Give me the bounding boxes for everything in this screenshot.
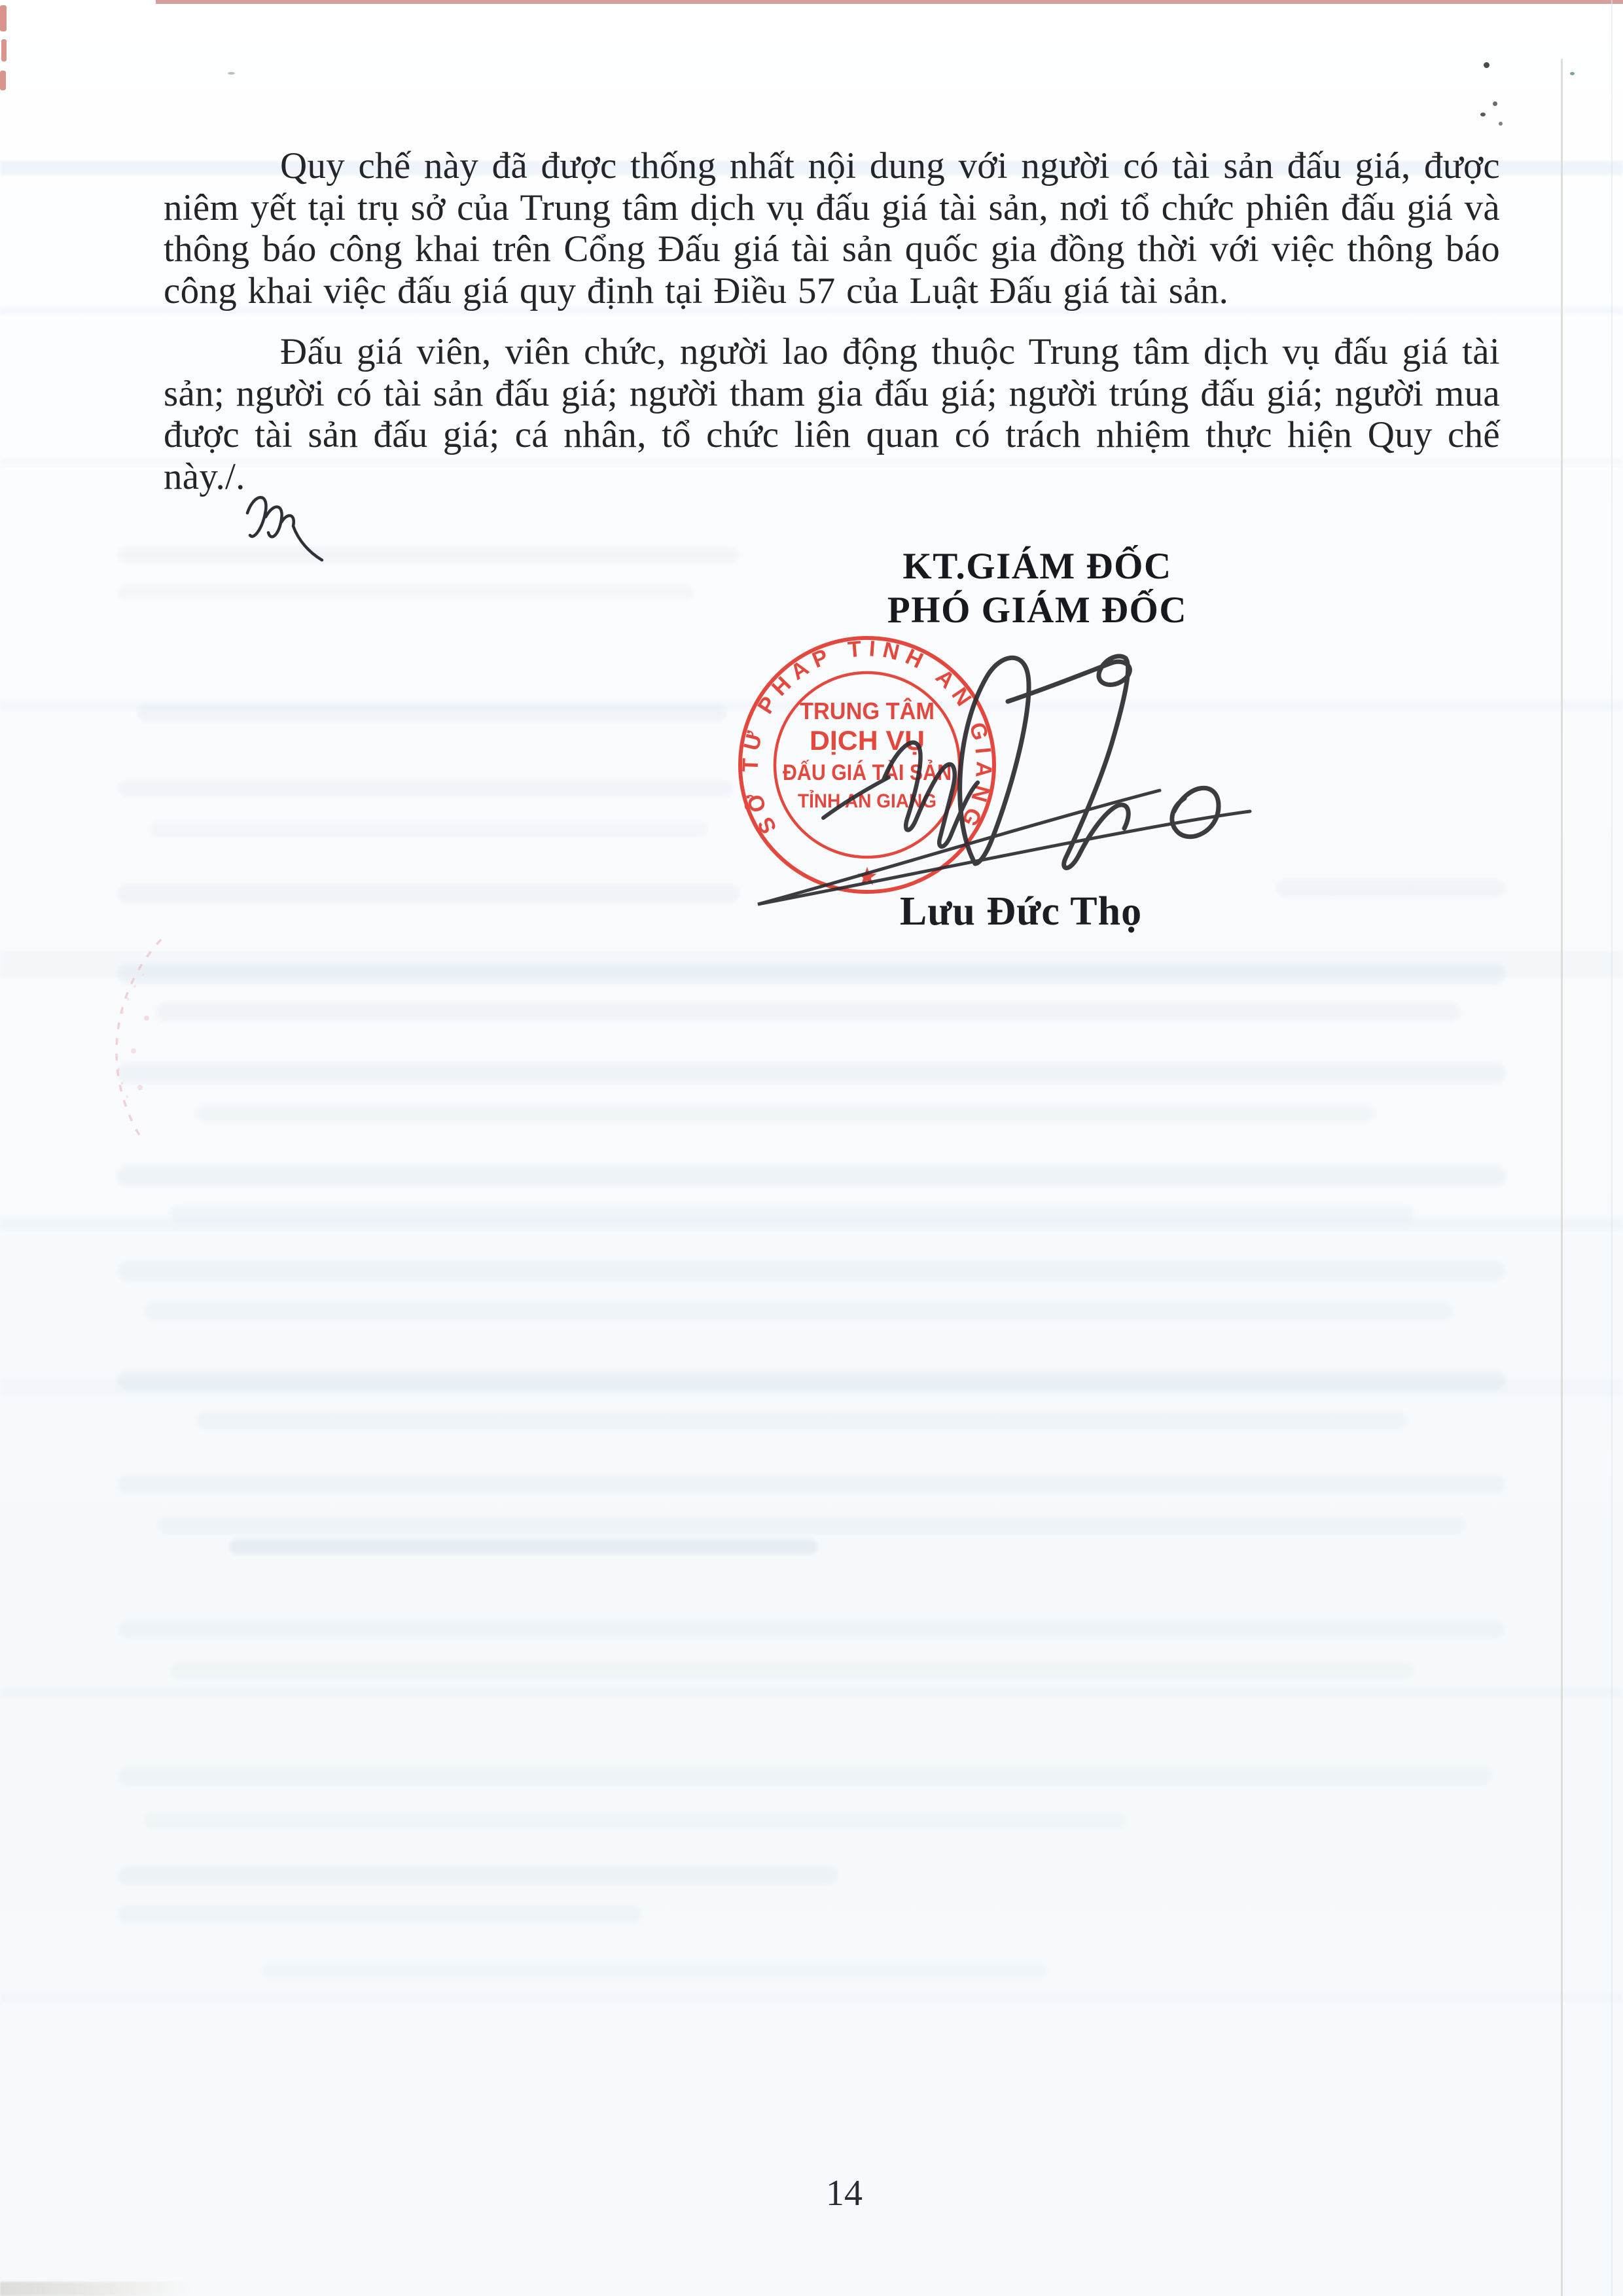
scan-streak-band — [0, 1993, 1623, 2002]
bleed-through-text-line — [144, 1812, 1126, 1829]
bleed-through-text-line — [118, 964, 1505, 983]
signer-role-line: PHÓ GIÁM ĐỐC — [887, 590, 1188, 631]
bleed-through-text-line — [118, 1262, 1505, 1281]
signature-stroke — [960, 658, 1029, 864]
bleed-through-text-line — [118, 1063, 1505, 1083]
bleed-through-text-line — [118, 1866, 838, 1884]
stamp-ring-text: SỞ TƯ PHÁP TỈNH AN GIANG — [738, 636, 997, 838]
bleed-through-text-line — [118, 885, 740, 903]
bleed-through-text-line — [170, 1662, 1414, 1679]
bleed-through-text-line — [137, 705, 726, 722]
stamp-line-2: DỊCH VỤ — [810, 725, 925, 756]
approver-role-line: KT.GIÁM ĐỐC — [902, 546, 1172, 587]
stamp-line-1: TRUNG TÂM — [800, 698, 941, 724]
bleed-through-text-line — [229, 1539, 818, 1555]
bleed-through-text-line — [151, 821, 707, 837]
bleed-through-text-line — [118, 1619, 1505, 1638]
bleed-through-text-line — [157, 1517, 1466, 1534]
stamp-star-icon: ★ — [857, 864, 878, 889]
bleed-through-text-line — [118, 546, 740, 563]
scan-streak-band — [0, 1687, 1623, 1697]
bleed-through-text-line — [196, 1104, 1374, 1122]
bleed-through-text-line — [118, 1166, 1505, 1186]
handwritten-signature — [720, 615, 1283, 923]
bleed-through-text-line — [144, 1302, 1453, 1320]
bleed-through-text-line — [1276, 880, 1505, 897]
page-number: 14 — [826, 2173, 863, 2214]
bleed-through-text-line — [118, 1475, 1505, 1494]
bleed-through-text-line — [170, 1206, 1414, 1223]
stamp-line-3: ĐẤU GIÁ TÀI SẢN — [783, 760, 952, 785]
bleed-through-text-line — [118, 584, 694, 600]
stamp-line-4: TỈNH AN GIANG — [798, 790, 947, 812]
paragraph-2: Đấu giá viên, viên chức, người lao động thuộc Trung tâm dịch vụ đấu giá tài sản; người có tài sản đấu giá; người tham gia đấu giá; người trúng đấu giá; người mua được tài sản đấu giá; cá nhân, tổ chức liên quan có trách nhiệm thực hiện Quy chế này./. — [164, 331, 1500, 497]
bleed-through-text-line — [118, 1371, 1505, 1390]
bleed-through-text-line — [157, 1003, 1459, 1021]
signature-stroke — [1172, 788, 1219, 836]
handwritten-initial — [236, 486, 334, 564]
body-text — [164, 145, 1500, 497]
ghost-stamp-arc — [84, 934, 182, 1150]
signature-stroke — [823, 777, 889, 818]
bleed-through-text-line — [118, 780, 733, 797]
bleed-through-text-line — [118, 1767, 1492, 1785]
paragraph-1: Quy chế này đã được thống nhất nội dung với người có tài sản đấu giá, được niêm yết tại trụ sở của Trung tâm dịch vụ đấu giá tài sản, nơi tổ chức phiên đấu giá và thông báo công khai trên Cổng Đấu giá tài sản quốc gia đồng thời với việc thông báo công khai việc đấu giá quy định tại Điều 57 của Luật Đấu giá tài sản. — [164, 145, 1500, 311]
signer-name: Lưu Đức Thọ — [899, 889, 1143, 934]
bleed-through-text-line — [118, 1905, 641, 1922]
bleed-through-text-line — [196, 1412, 1407, 1429]
bleed-through-text-line — [262, 1963, 1047, 1979]
